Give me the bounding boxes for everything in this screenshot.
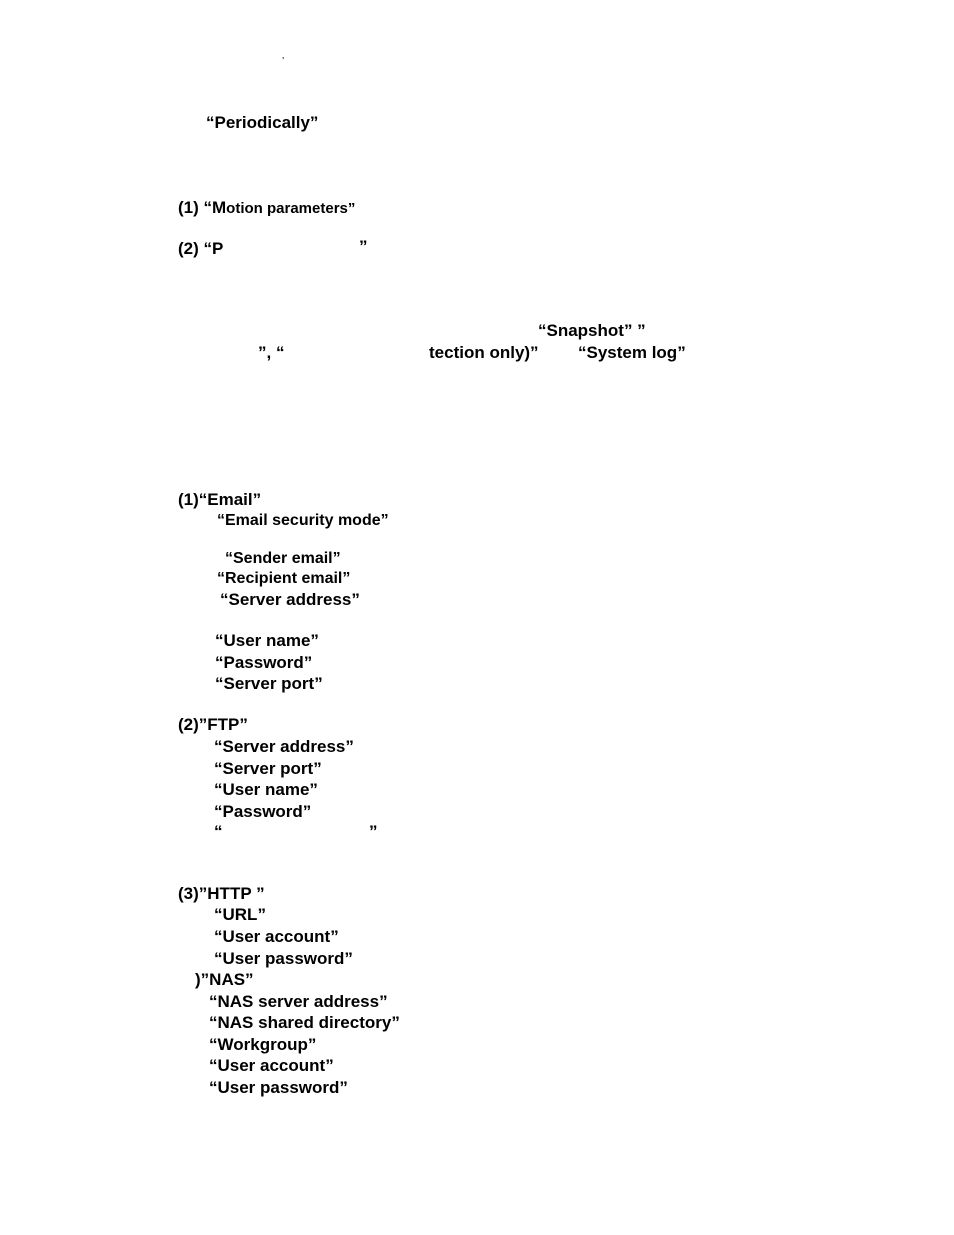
comma-mark: ’ [282,56,285,67]
email-item: “Server port” [215,674,323,693]
p-heading-open: (2) “P [178,239,224,258]
email-item: “Recipient email” [217,570,351,587]
ftp-blank-open: “ [214,822,223,841]
motion-open: (1) “M [178,198,227,217]
nas-item: “NAS shared directory” [209,1013,400,1032]
ftp-blank-close: ” [369,822,378,841]
nas-item: “Workgroup” [209,1035,317,1054]
http-item: “URL” [214,905,266,924]
ftp-item: “Server port” [214,759,322,778]
motion-parameters-heading [178,198,355,219]
nas-item: “NAS server address” [209,992,388,1011]
email-heading: (1)“Email” [178,490,262,509]
nas-heading: )”NAS” [195,970,254,989]
nas-item: “User password” [209,1078,348,1097]
motion-rest: otion parameters” [226,200,356,217]
ftp-item: “User name” [214,780,318,799]
email-item: “Server address” [220,590,360,609]
email-item: “Sender email” [225,550,341,567]
p-heading-close: ” [359,237,368,256]
ftp-heading: (2)”FTP” [178,715,248,734]
nas-item: “User account” [209,1056,334,1075]
quote-comma: ”, “ [258,343,285,362]
http-item: “User account” [214,927,339,946]
http-heading: (3)”HTTP ” [178,884,265,903]
ftp-item: “Server address” [214,737,354,756]
http-item: “User password” [214,949,353,968]
system-log-label: “System log” [578,343,686,362]
snapshot-label: “Snapshot” ” [538,321,646,340]
tection-only-label: tection only)” [429,343,539,362]
email-item: “User name” [215,631,319,650]
ftp-item: “Password” [214,802,312,821]
email-item: “Password” [215,653,313,672]
email-item: “Email security mode” [217,512,389,529]
periodically-label: “Periodically” [206,113,319,132]
